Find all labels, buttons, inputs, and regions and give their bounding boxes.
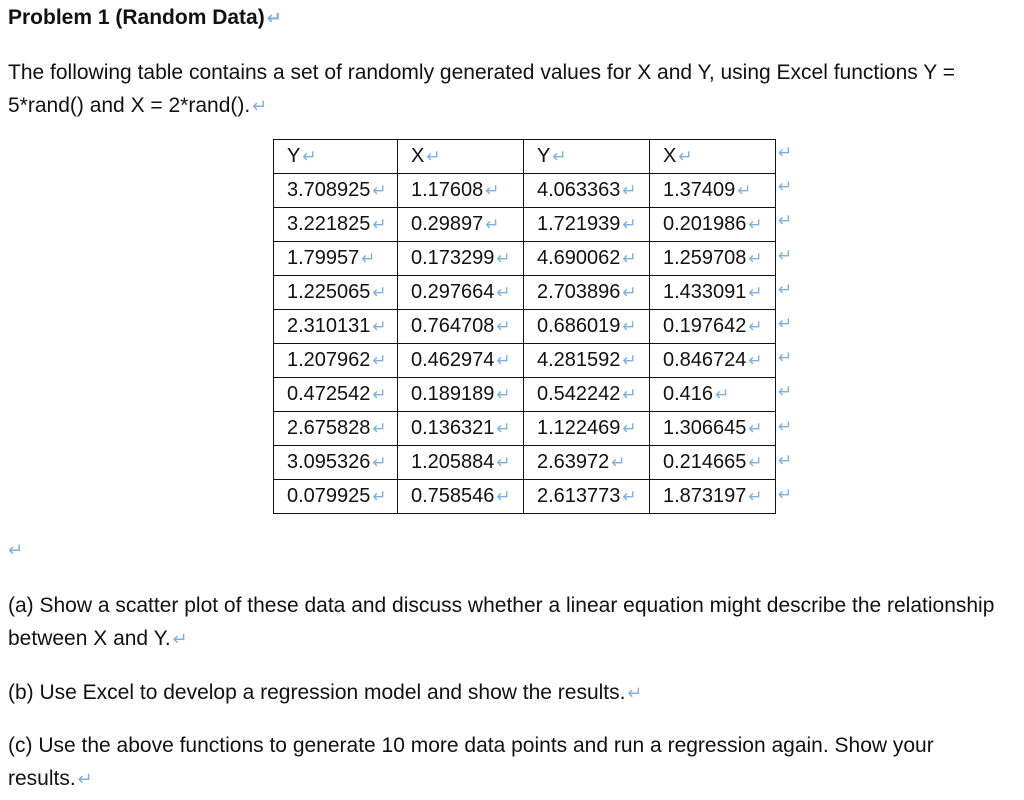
cell-mark-icon: ↵ [622, 419, 637, 438]
table-cell [650, 446, 776, 480]
cell-mark-icon: ↵ [496, 351, 511, 370]
table-cell [398, 276, 524, 310]
row-end-mark-icon: ↵ [778, 348, 793, 368]
cell-mark-icon: ↵ [611, 453, 626, 472]
cell-value: 0.189189 [411, 383, 495, 405]
row-end-mark-icon: ↵ [778, 314, 793, 333]
table-cell [274, 242, 398, 276]
cell-value: 1.122469 [537, 417, 621, 439]
cell-mark-icon: ↵ [372, 487, 387, 506]
table-header-cell [398, 140, 524, 174]
cell-value: 0.136321 [411, 417, 495, 439]
cell-value: 0.079925 [287, 485, 371, 507]
cell-value: 4.063363 [537, 179, 621, 201]
cell-value: 0.758546 [411, 485, 495, 507]
cell-mark-icon: ↵ [426, 147, 441, 166]
table-cell [398, 208, 524, 242]
cell-mark-icon: ↵ [496, 385, 511, 404]
cell-mark-icon: ↵ [622, 351, 637, 370]
cell-value: 3.095326 [287, 451, 371, 473]
cell-mark-icon: ↵ [372, 419, 387, 438]
table-cell [524, 344, 650, 378]
cell-mark-icon: ↵ [622, 215, 637, 234]
cell-mark-icon: ↵ [748, 317, 763, 336]
table-cell [650, 276, 776, 310]
cell-value: X [411, 145, 425, 167]
cell-value: 0.173299 [411, 247, 495, 269]
cell-value: 2.675828 [287, 417, 371, 439]
cell-value: Y [287, 145, 301, 167]
cell-mark-icon: ↵ [622, 487, 637, 506]
cell-mark-icon: ↵ [485, 215, 500, 234]
problem-heading-text: Problem 1 (Random Data) [8, 6, 265, 29]
table-cell [398, 174, 524, 208]
row-end-mark-icon: ↵ [778, 211, 793, 231]
table-row [274, 378, 776, 412]
table-cell [650, 378, 776, 412]
table-cell [398, 412, 524, 446]
table-cell [524, 446, 650, 480]
random-data-table [273, 139, 776, 514]
table-cell [398, 378, 524, 412]
cell-mark-icon: ↵ [372, 283, 387, 302]
cell-mark-icon: ↵ [372, 351, 387, 370]
cell-value: 1.873197 [663, 485, 747, 507]
cell-value: 4.281592 [537, 349, 621, 371]
cell-value: 0.846724 [663, 349, 747, 371]
cell-mark-icon: ↵ [496, 487, 511, 506]
row-end-mark-icon: ↵ [778, 279, 793, 299]
cell-mark-icon: ↵ [748, 283, 763, 302]
paragraph-mark-icon: ↵ [266, 8, 282, 28]
cell-mark-icon: ↵ [372, 215, 387, 234]
table-cell [650, 174, 776, 208]
cell-mark-icon: ↵ [372, 317, 387, 336]
table-cell [650, 344, 776, 378]
table-cell [524, 310, 650, 344]
table-row [274, 174, 776, 208]
cell-mark-icon: ↵ [496, 283, 511, 302]
cell-mark-icon: ↵ [496, 317, 511, 336]
table-cell [274, 208, 398, 242]
cell-value: 0.297664 [411, 281, 495, 303]
table-cell [524, 174, 650, 208]
cell-mark-icon: ↵ [748, 351, 763, 370]
cell-mark-icon: ↵ [552, 147, 567, 166]
intro-text: The following table contains a set of randomly generated values for X and Y, using Excel functions Y = 5*rand() and X = 2*rand(). [8, 61, 955, 117]
table-row [274, 276, 776, 310]
table-cell [274, 412, 398, 446]
cell-value: 1.17608 [411, 179, 484, 201]
row-end-mark-icon: ↵ [778, 177, 793, 197]
cell-value: 0.462974 [411, 349, 495, 371]
cell-value: 2.63972 [537, 451, 610, 473]
cell-value: 1.306645 [663, 417, 747, 439]
row-end-mark-icon: ↵ [778, 450, 793, 470]
table-row [274, 310, 776, 344]
table-cell [274, 174, 398, 208]
cell-value: 1.721939 [537, 213, 621, 235]
table-cell [274, 446, 398, 480]
row-end-mark-icon: ↵ [778, 416, 793, 436]
cell-value: 1.79957 [287, 247, 360, 269]
cell-mark-icon: ↵ [748, 453, 763, 472]
table-cell [650, 412, 776, 446]
row-end-mark-icon: ↵ [778, 143, 793, 162]
cell-mark-icon: ↵ [485, 181, 500, 200]
table-cell [398, 310, 524, 344]
cell-value: 3.221825 [287, 213, 371, 235]
cell-value: 1.207962 [287, 349, 371, 371]
cell-mark-icon: ↵ [496, 453, 511, 472]
cell-value: 0.686019 [537, 315, 621, 337]
cell-value: 0.197642 [663, 315, 747, 337]
cell-mark-icon: ↵ [748, 419, 763, 438]
cell-mark-icon: ↵ [622, 385, 637, 404]
cell-mark-icon: ↵ [622, 283, 637, 302]
cell-value: 0.29897 [411, 213, 484, 235]
cell-value: 1.433091 [663, 281, 747, 303]
table-row [274, 242, 776, 276]
cell-value: 4.690062 [537, 247, 621, 269]
cell-mark-icon: ↵ [737, 181, 752, 200]
row-end-mark-icon: ↵ [778, 382, 793, 402]
table-cell [398, 242, 524, 276]
table-header-cell [524, 140, 650, 174]
cell-mark-icon: ↵ [372, 181, 387, 200]
paragraph-mark-icon: ↵ [172, 629, 188, 649]
table-cell [398, 446, 524, 480]
cell-value: X [663, 145, 677, 167]
table-cell [524, 208, 650, 242]
intro-paragraph [8, 56, 1008, 123]
paragraph-mark-icon: ↵ [627, 683, 643, 703]
table-cell [524, 242, 650, 276]
cell-mark-icon: ↵ [496, 419, 511, 438]
question-b-text: (b) Use Excel to develop a regression model and show the results. [8, 681, 626, 704]
cell-mark-icon: ↵ [496, 249, 511, 268]
table-row [274, 412, 776, 446]
cell-mark-icon: ↵ [748, 249, 763, 268]
table-cell [524, 276, 650, 310]
table-cell [650, 242, 776, 276]
problem-heading [8, 6, 282, 30]
table-row [274, 208, 776, 242]
cell-value: 2.703896 [537, 281, 621, 303]
cell-value: 2.613773 [537, 485, 621, 507]
table-row [274, 446, 776, 480]
table-header-cell [650, 140, 776, 174]
cell-mark-icon: ↵ [372, 453, 387, 472]
paragraph-mark-icon: ↵ [77, 769, 93, 789]
cell-mark-icon: ↵ [715, 385, 730, 404]
cell-value: 1.225065 [287, 281, 371, 303]
cell-mark-icon: ↵ [361, 249, 376, 268]
cell-mark-icon: ↵ [748, 487, 763, 506]
table-header-cell [274, 140, 398, 174]
cell-value: 3.708925 [287, 179, 371, 201]
cell-value: 1.37409 [663, 179, 736, 201]
cell-value: 0.214665 [663, 451, 747, 473]
cell-mark-icon: ↵ [622, 317, 637, 336]
question-a-text: (a) Show a scatter plot of these data and discuss whether a linear equation might describe the relationship between X and Y. [8, 594, 995, 650]
question-c-text: (c) Use the above functions to generate 10 more data points and run a regression again. Show your results. [8, 734, 934, 790]
table-cell [650, 480, 776, 514]
table-cell [274, 276, 398, 310]
cell-value: 2.310131 [287, 315, 371, 337]
table-cell [274, 310, 398, 344]
table-header-row [274, 140, 776, 174]
cell-value: 0.472542 [287, 383, 371, 405]
table-cell [650, 208, 776, 242]
cell-value: 1.205884 [411, 451, 495, 473]
table-cell [398, 480, 524, 514]
paragraph-mark-icon: ↵ [252, 96, 268, 116]
table-cell [524, 412, 650, 446]
cell-value: 0.201986 [663, 213, 747, 235]
cell-value: 0.764708 [411, 315, 495, 337]
table-row [274, 480, 776, 514]
question-b [8, 676, 1020, 710]
cell-mark-icon: ↵ [748, 215, 763, 234]
row-end-mark-icon: ↵ [778, 245, 793, 265]
table-cell [274, 378, 398, 412]
cell-value: 0.416 [663, 383, 714, 405]
cell-value: 0.542242 [537, 383, 621, 405]
row-end-mark-icon: ↵ [778, 485, 793, 504]
cell-value: 1.259708 [663, 247, 747, 269]
cell-mark-icon: ↵ [622, 249, 637, 268]
cell-mark-icon: ↵ [372, 385, 387, 404]
question-a [8, 589, 1020, 656]
paragraph-mark-icon: ↵ [8, 540, 24, 560]
table-cell [524, 480, 650, 514]
question-c [8, 729, 1020, 796]
cell-mark-icon: ↵ [678, 147, 693, 166]
cell-value: Y [537, 145, 551, 167]
table-row [274, 344, 776, 378]
cell-mark-icon: ↵ [622, 181, 637, 200]
table-cell [274, 344, 398, 378]
table-cell [650, 310, 776, 344]
table-cell [274, 480, 398, 514]
cell-mark-icon: ↵ [302, 147, 317, 166]
table-cell [524, 378, 650, 412]
table-cell [398, 344, 524, 378]
